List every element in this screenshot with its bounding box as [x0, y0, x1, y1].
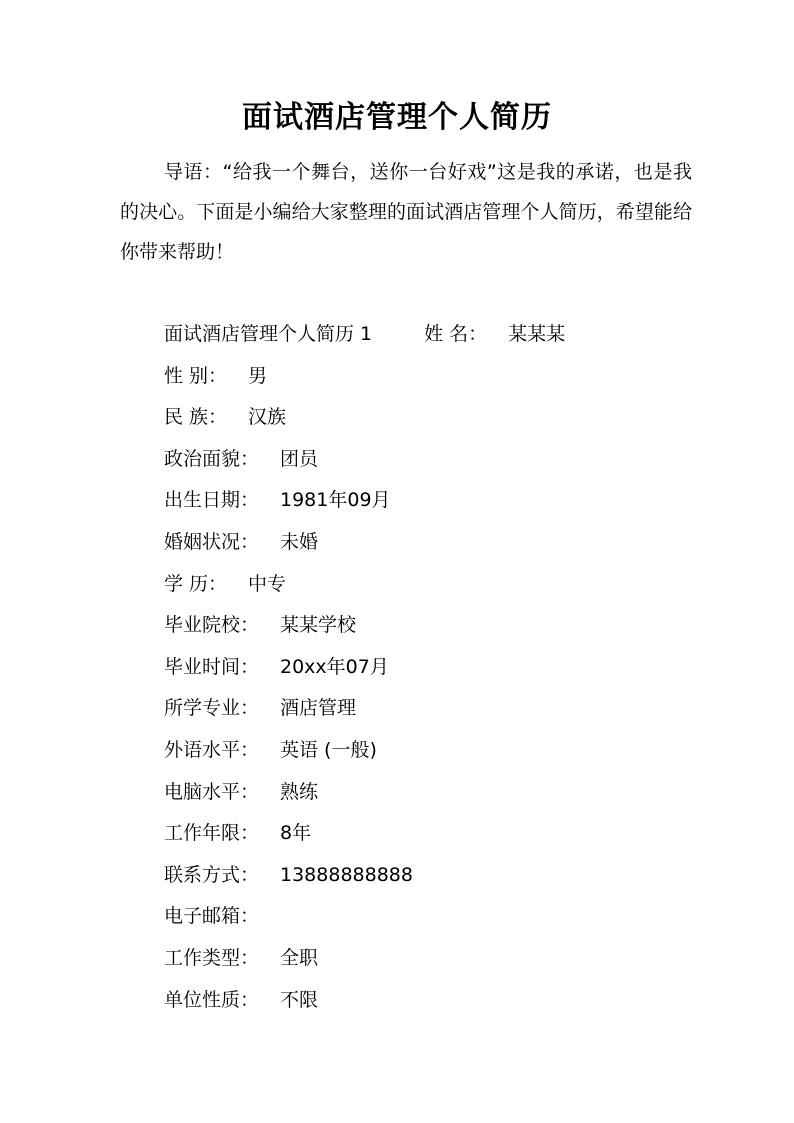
grad-time-row — [164, 647, 724, 689]
major-value: 酒店管理 — [280, 697, 357, 720]
grad-time-label: 毕业时间： — [164, 655, 260, 678]
marital-row — [164, 522, 724, 564]
school-value: 某某学校 — [280, 614, 357, 637]
computer-row — [164, 772, 724, 814]
unit-nature-value: 不限 — [280, 988, 319, 1011]
ethnicity-row — [164, 397, 724, 439]
marital-label: 婚姻状况： — [164, 530, 260, 553]
years-row — [164, 813, 724, 855]
language-value: 英语 (一般) — [280, 738, 377, 761]
gender-value: 男 — [248, 364, 268, 387]
political-label: 政治面貌： — [164, 447, 260, 470]
school-label: 毕业院校： — [164, 614, 260, 637]
email-row — [164, 896, 724, 938]
computer-value: 熟练 — [280, 780, 319, 803]
contact-label: 联系方式： — [164, 863, 260, 886]
birth-row — [164, 480, 724, 522]
education-row — [164, 564, 724, 606]
resume-heading: 面试酒店管理个人简历 1 — [164, 323, 373, 345]
birth-label: 出生日期： — [164, 489, 260, 512]
intro-paragraph: 导语：“给我一个舞台，送你一台好戏”这是我的承诺，也是我的决心。下面是小编给大家整理的面试酒店管理个人简历，希望能给你带来帮助！ — [120, 161, 692, 263]
language-row — [164, 730, 724, 772]
school-row — [164, 605, 724, 647]
gender-label: 性 别： — [164, 364, 228, 387]
political-value: 团员 — [280, 447, 319, 470]
job-type-label: 工作类型： — [164, 946, 260, 969]
grad-time-value: 20xx年07月 — [280, 655, 389, 678]
job-type-value: 全职 — [280, 946, 319, 969]
years-label: 工作年限： — [164, 822, 260, 845]
language-label: 外语水平： — [164, 738, 260, 761]
education-value: 中专 — [248, 572, 287, 595]
document-title: 面试酒店管理个人简历 — [242, 100, 552, 135]
contact-value: 13888888888 — [280, 863, 413, 886]
email-label: 电子邮箱： — [164, 905, 260, 928]
ethnicity-label: 民 族： — [164, 406, 228, 429]
resume-fields — [164, 314, 724, 1021]
political-row — [164, 439, 724, 481]
resume-heading-row — [164, 314, 724, 356]
education-label: 学 历： — [164, 572, 228, 595]
gender-row — [164, 356, 724, 398]
birth-value: 1981年09月 — [280, 489, 391, 512]
name-label: 姓 名： — [424, 323, 488, 345]
marital-value: 未婚 — [280, 530, 319, 553]
major-row — [164, 688, 724, 730]
ethnicity-value: 汉族 — [248, 406, 287, 429]
unit-nature-row — [164, 980, 724, 1022]
years-value: 8年 — [280, 822, 312, 845]
name-value: 某某某 — [508, 323, 566, 345]
unit-nature-label: 单位性质： — [164, 988, 260, 1011]
job-type-row — [164, 938, 724, 980]
computer-label: 电脑水平： — [164, 780, 260, 803]
major-label: 所学专业： — [164, 697, 260, 720]
contact-row — [164, 855, 724, 897]
